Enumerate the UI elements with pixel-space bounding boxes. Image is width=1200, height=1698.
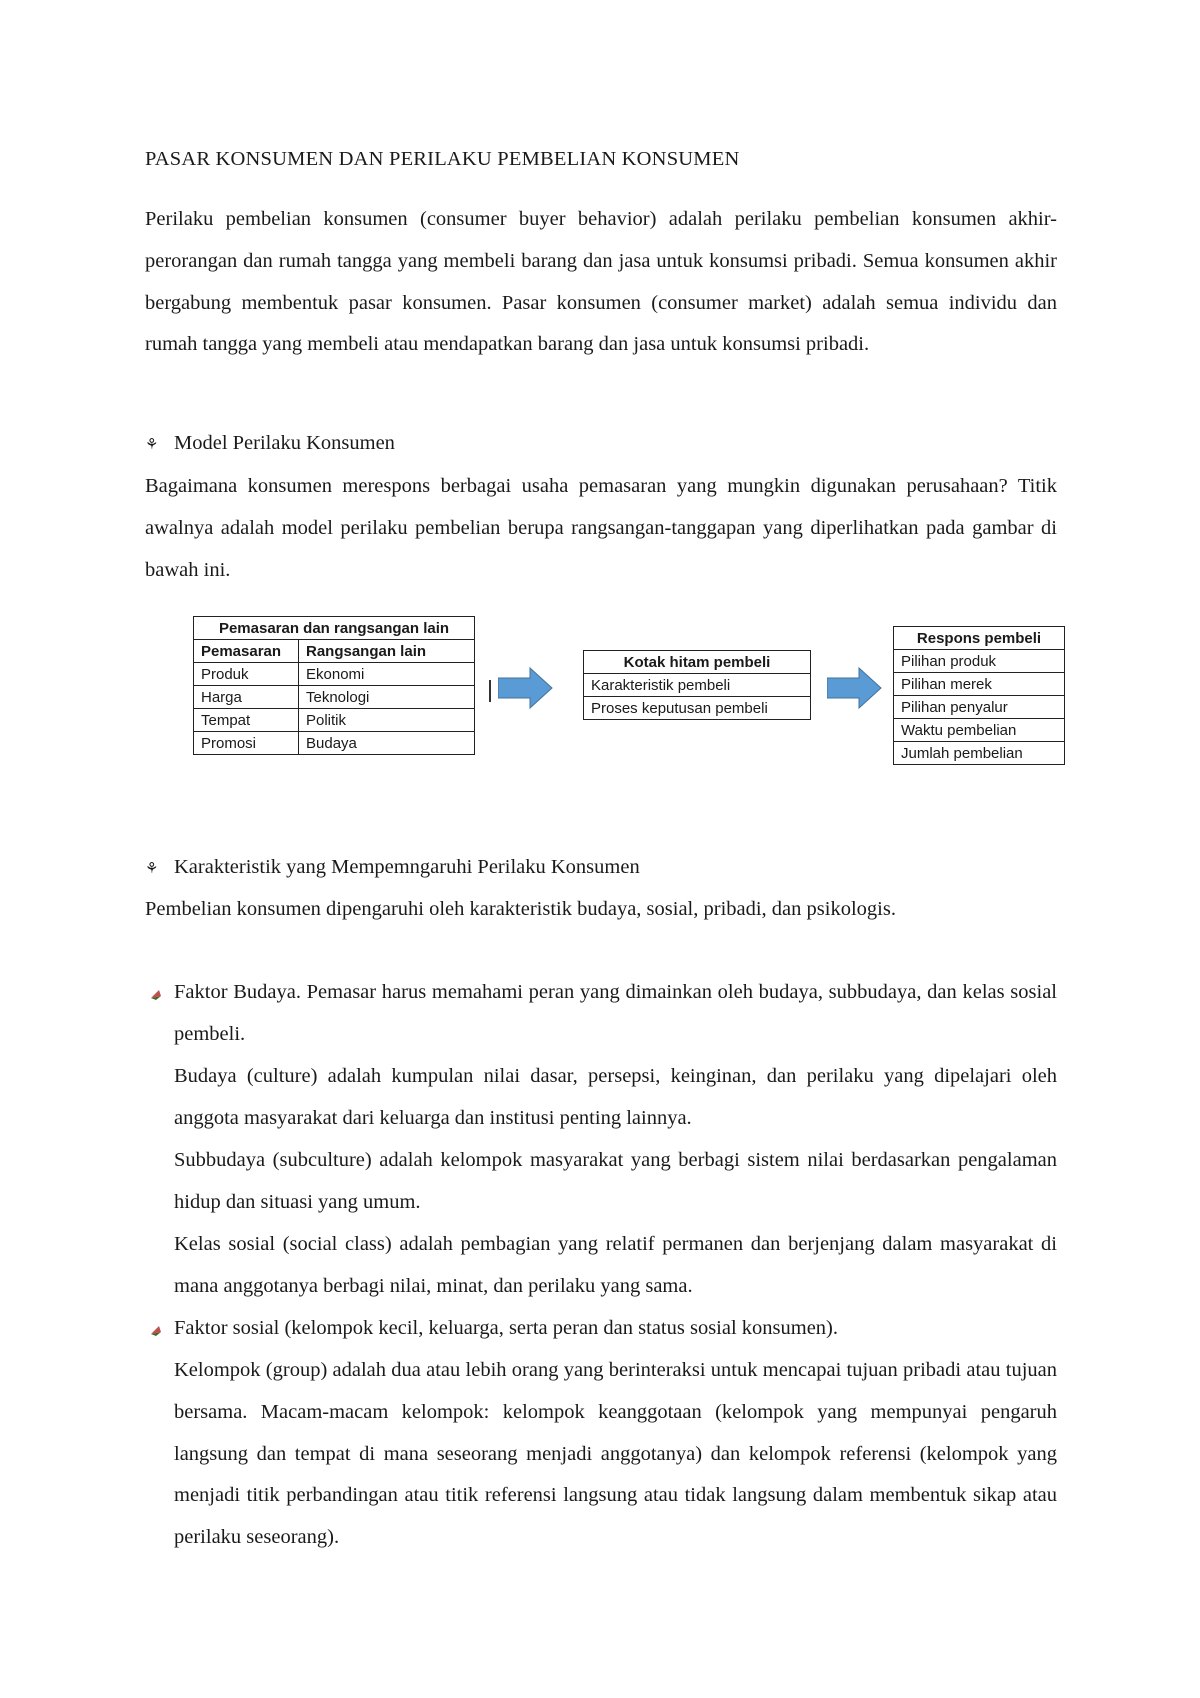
divider-tick <box>489 680 491 702</box>
intro-paragraph: Perilaku pembelian konsumen (consumer buyer behavior) adalah perilaku pembelian konsumen akhir-perorangan dan rumah tangga yang membeli barang dan jasa untuk konsumsi pribadi. Semua konsumen akhir bergabung membentuk pasar konsumen. Pasar konsumen (consumer market) adalah semua individu dan rumah tangga yang membeli atau mendapatkan barang dan jasa untuk konsumsi pribadi. <box>145 208 1057 356</box>
stimulus-cell: Teknologi <box>299 686 475 709</box>
stimulus-cell: Harga <box>194 686 299 709</box>
section-heading-model <box>145 432 395 455</box>
subbudaya-definition: Subbudaya (subculture) adalah kelompok masyarakat yang berbagi sistem nilai berdasarkan pengalaman hidup dan situasi yang umum. <box>174 1149 1057 1213</box>
stimulus-cell: Budaya <box>299 732 475 755</box>
flower-bullet-icon: ⚘ <box>145 859 159 877</box>
stimulus-col2-header: Rangsangan lain <box>299 640 475 663</box>
blackbox-item: Proses keputusan pembeli <box>584 697 811 720</box>
kelompok-definition: Kelompok (group) adalah dua atau lebih orang yang berinteraksi untuk mencapai tujuan pribadi atau tujuan bersama. Macam-macam kelompok: kelompok keanggotaan (kelompok yang mempunyai pengaruh langsung dan tempat di mana seseorang menjadi anggotanya) dan kelompok referensi (kelompok yang menjadi titik perbandingan atau titik referensi langsung atau tidak langsung dalam membentuk sikap atau perilaku seseorang). <box>174 1359 1057 1549</box>
stimulus-col1-header: Pemasaran <box>194 640 299 663</box>
response-item: Waktu pembelian <box>894 719 1065 742</box>
response-table <box>893 626 1065 765</box>
faktor-sosial-intro: Faktor sosial (kelompok kecil, keluarga, serta peran dan status sosial konsumen). <box>174 1317 839 1339</box>
stimulus-cell: Tempat <box>194 709 299 732</box>
section-heading-text: Karakteristik yang Mempemngaruhi Perilaku Konsumen <box>174 856 640 878</box>
stimulus-table-title: Pemasaran dan rangsangan lain <box>194 617 475 640</box>
stimulus-cell: Promosi <box>194 732 299 755</box>
right-arrow-icon <box>498 666 554 710</box>
budaya-definition: Budaya (culture) adalah kumpulan nilai dasar, persepsi, keinginan, dan perilaku yang dipelajari oleh anggota masyarakat dari keluarga dan institusi penting lainnya. <box>174 1065 1057 1129</box>
response-item: Pilihan merek <box>894 673 1065 696</box>
karakteristik-paragraph: Pembelian konsumen dipengaruhi oleh karakteristik budaya, sosial, pribadi, dan psikologis. <box>145 898 896 920</box>
blackbox-title: Kotak hitam pembeli <box>584 651 811 674</box>
stimulus-cell: Produk <box>194 663 299 686</box>
document-title: PASAR KONSUMEN DAN PERILAKU PEMBELIAN KONSUMEN <box>145 148 740 170</box>
section-heading-text: Model Perilaku Konsumen <box>174 432 395 454</box>
arrow-bullet-icon <box>149 1323 163 1337</box>
faktor-budaya-intro: Faktor Budaya. Pemasar harus memahami peran yang dimainkan oleh budaya, subbudaya, dan kelas sosial pembeli. <box>174 981 1057 1045</box>
response-title: Respons pembeli <box>894 627 1065 650</box>
response-item: Jumlah pembelian <box>894 742 1065 765</box>
blackbox-item: Karakteristik pembeli <box>584 674 811 697</box>
stimulus-cell: Ekonomi <box>299 663 475 686</box>
flower-bullet-icon: ⚘ <box>145 435 159 453</box>
response-item: Pilihan produk <box>894 650 1065 673</box>
stimulus-table <box>193 616 475 755</box>
section-heading-karakteristik <box>145 856 640 879</box>
arrow-bullet-icon <box>149 987 163 1001</box>
right-arrow-icon <box>827 666 883 710</box>
kelas-sosial-definition: Kelas sosial (social class) adalah pembagian yang relatif permanen dan berjenjang dalam masyarakat di mana anggotanya berbagi nilai, minat, dan perilaku yang sama. <box>174 1233 1057 1297</box>
model-paragraph: Bagaimana konsumen merespons berbagai usaha pemasaran yang mungkin digunakan perusahaan? Titik awalnya adalah model perilaku pembelian berupa rangsangan-tanggapan yang diperlihatkan pada gambar di bawah ini. <box>145 475 1057 581</box>
response-item: Pilihan penyalur <box>894 696 1065 719</box>
stimulus-cell: Politik <box>299 709 475 732</box>
blackbox-table <box>583 650 811 720</box>
